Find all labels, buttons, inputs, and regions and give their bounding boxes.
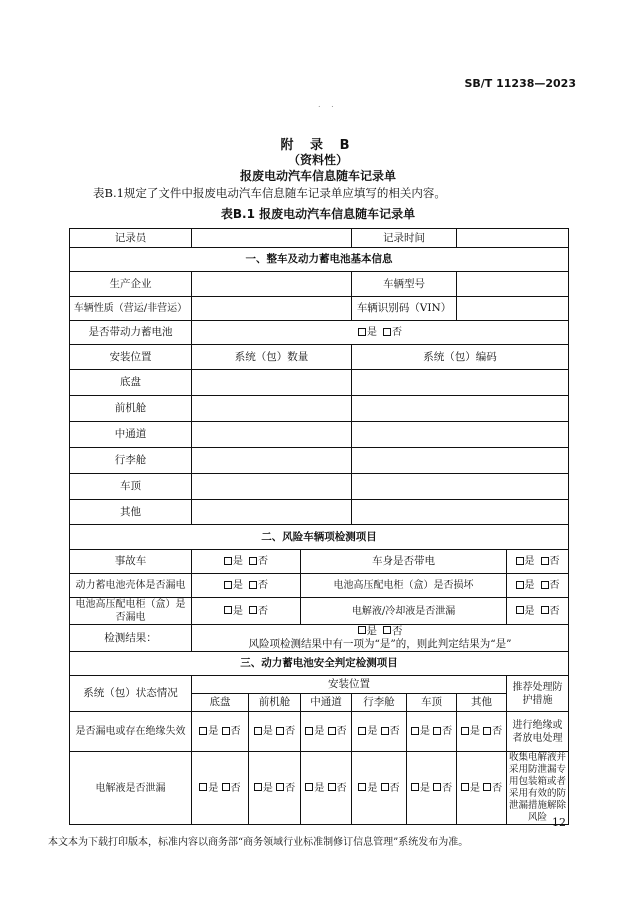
electrolyte-leak-label: 电解液是否泄漏 — [70, 752, 192, 825]
checkbox-icon[interactable] — [383, 328, 391, 336]
checkbox-icon[interactable] — [541, 557, 549, 565]
hv-box-damaged-label: 电池高压配电柜（盒）是否损坏 — [301, 574, 507, 598]
checkbox-icon[interactable] — [199, 727, 207, 735]
checkbox-icon[interactable] — [483, 727, 491, 735]
electrolyte-options[interactable]: 是 否 — [457, 752, 507, 825]
checkbox-icon[interactable] — [276, 783, 284, 791]
annex-title: 附 录 B — [280, 138, 356, 153]
checkbox-icon[interactable] — [461, 783, 469, 791]
pack-code-cell[interactable] — [352, 422, 569, 448]
checkbox-icon[interactable] — [222, 783, 230, 791]
coolant-leak-options[interactable]: 是 否 — [507, 598, 569, 625]
page-number: 12 — [552, 816, 566, 829]
table-row — [70, 229, 569, 248]
annex-type: （资料性） — [287, 153, 348, 167]
checkbox-icon[interactable] — [224, 557, 232, 565]
vin-label: 车辆识别码（VIN） — [352, 297, 457, 321]
table-row — [70, 500, 569, 525]
checkbox-icon[interactable] — [222, 727, 230, 735]
table-row — [70, 297, 569, 321]
model-value[interactable] — [457, 272, 569, 297]
table-row — [70, 474, 569, 500]
checkbox-icon[interactable] — [358, 328, 366, 336]
pack-count-cell[interactable] — [192, 474, 352, 500]
electrolyte-options[interactable]: 是 否 — [352, 752, 407, 825]
table-row — [70, 625, 569, 652]
pack-code-cell[interactable] — [352, 370, 569, 396]
checkbox-icon[interactable] — [254, 727, 262, 735]
checkbox-icon[interactable] — [483, 783, 491, 791]
checkbox-icon[interactable] — [411, 783, 419, 791]
position-label: 车顶 — [70, 474, 192, 500]
shell-leak-label: 动力蓄电池壳体是否漏电 — [70, 574, 192, 598]
checkbox-icon[interactable] — [224, 606, 232, 614]
position-label: 底盘 — [70, 370, 192, 396]
record-time-value[interactable] — [457, 229, 569, 248]
checkbox-icon[interactable] — [249, 581, 257, 589]
pack-code-cell[interactable] — [352, 396, 569, 422]
recorder-value[interactable] — [192, 229, 352, 248]
checkbox-icon[interactable] — [433, 783, 441, 791]
table-row — [70, 550, 569, 574]
result-options[interactable]: 是 否 — [194, 625, 566, 638]
recorder-label: 记录员 — [70, 229, 192, 248]
hv-box-damaged-options[interactable]: 是 否 — [507, 574, 569, 598]
checkbox-icon[interactable] — [254, 783, 262, 791]
checkbox-icon[interactable] — [433, 727, 441, 735]
column-header: 前机舱 — [249, 694, 301, 712]
checkbox-icon[interactable] — [224, 581, 232, 589]
position-label: 行李舱 — [70, 448, 192, 474]
table-row — [70, 652, 569, 676]
accident-label: 事故车 — [70, 550, 192, 574]
checkbox-icon[interactable] — [461, 727, 469, 735]
checkbox-icon[interactable] — [305, 727, 313, 735]
table-row — [70, 370, 569, 396]
leak-options[interactable]: 是 否 — [352, 712, 407, 752]
pack-code-cell[interactable] — [352, 474, 569, 500]
section-1-heading: 一、整车及动力蓄电池基本信息 — [70, 248, 569, 272]
pack-code-cell[interactable] — [352, 500, 569, 525]
checkbox-icon[interactable] — [541, 606, 549, 614]
pack-count-cell[interactable] — [192, 370, 352, 396]
electrolyte-options[interactable]: 是 否 — [192, 752, 249, 825]
record-table — [69, 228, 569, 825]
install-position-header: 安装位置 — [70, 345, 192, 370]
electrolyte-measure: 收集电解液并采用防泄漏专用包装箱或者采用有效的防泄漏措施解除风险 — [507, 752, 569, 825]
shell-leak-options[interactable]: 是 否 — [192, 574, 301, 598]
position-label: 前机舱 — [70, 396, 192, 422]
leak-options[interactable]: 是 否 — [192, 712, 249, 752]
table-row — [70, 272, 569, 297]
install-group-header: 安装位置 — [192, 676, 507, 694]
table-row — [70, 598, 569, 625]
measure-header: 推荐处理防护措施 — [507, 676, 569, 712]
result-rule: 风险项检测结果中有一项为“是”的，则此判定结果为“是” — [248, 638, 512, 650]
table-row — [70, 422, 569, 448]
record-time-label: 记录时间 — [352, 229, 457, 248]
section-3-heading: 三、动力蓄电池安全判定检测项目 — [70, 652, 569, 676]
checkbox-icon[interactable] — [411, 727, 419, 735]
leak-options[interactable]: 是 否 — [249, 712, 301, 752]
table-row — [70, 712, 569, 752]
has-battery-label: 是否带动力蓄电池 — [70, 321, 192, 345]
checkbox-icon[interactable] — [516, 557, 524, 565]
electrolyte-options[interactable]: 是 否 — [407, 752, 457, 825]
checkbox-icon[interactable] — [249, 606, 257, 614]
nature-label: 车辆性质（营运/非营运） — [70, 297, 192, 321]
nature-value[interactable] — [192, 297, 352, 321]
checkbox-icon[interactable] — [516, 581, 524, 589]
checkbox-icon[interactable] — [358, 727, 366, 735]
pack-count-cell[interactable] — [192, 396, 352, 422]
table-row — [70, 396, 569, 422]
checkbox-icon[interactable] — [541, 581, 549, 589]
table-row — [70, 448, 569, 474]
leak-measure: 进行绝缘或者放电处理 — [507, 712, 569, 752]
hv-box-leak-label: 电池高压配电柜（盒）是否漏电 — [70, 598, 192, 625]
position-label: 其他 — [70, 500, 192, 525]
column-header: 中通道 — [301, 694, 352, 712]
pack-code-cell[interactable] — [352, 448, 569, 474]
pack-count-header: 系统（包）数量 — [192, 345, 352, 370]
checkbox-icon[interactable] — [199, 783, 207, 791]
pack-count-cell[interactable] — [192, 422, 352, 448]
table-row — [70, 752, 569, 825]
checkbox-icon[interactable] — [358, 626, 366, 634]
manufacturer-value[interactable] — [192, 272, 352, 297]
leak-insulation-label: 是否漏电或存在绝缘失效 — [70, 712, 192, 752]
body-charged-label: 车身是否带电 — [301, 550, 507, 574]
table-row — [70, 248, 569, 272]
checkbox-icon[interactable] — [383, 626, 391, 634]
result-cell[interactable] — [192, 625, 569, 652]
vin-value[interactable] — [457, 297, 569, 321]
table-row — [70, 345, 569, 370]
leak-options[interactable]: 是 否 — [407, 712, 457, 752]
status-label: 系统（包）状态情况 — [70, 676, 192, 712]
position-label: 中通道 — [70, 422, 192, 448]
checkbox-icon[interactable] — [305, 783, 313, 791]
electrolyte-options[interactable]: 是 否 — [249, 752, 301, 825]
annex-name: 报废电动汽车信息随车记录单 — [239, 169, 396, 183]
coolant-leak-label: 电解液/冷却液是否泄漏 — [301, 598, 507, 625]
intro-paragraph: 表B.1规定了文件中报废电动汽车信息随车记录单应填写的相关内容。 — [93, 186, 446, 200]
table-title: 表B.1 报废电动汽车信息随车记录单 — [220, 207, 416, 221]
has-battery-options[interactable]: 是 否 — [192, 321, 569, 345]
checkbox-icon[interactable] — [249, 557, 257, 565]
accident-options[interactable]: 是 否 — [192, 550, 301, 574]
section-2-heading: 二、风险车辆项检测项目 — [70, 525, 569, 550]
leak-options[interactable]: 是 否 — [301, 712, 352, 752]
body-charged-options[interactable]: 是 否 — [507, 550, 569, 574]
standard-code: SB/T 11238—2023 — [464, 77, 576, 90]
column-header: 底盘 — [192, 694, 249, 712]
checkbox-icon[interactable] — [276, 727, 284, 735]
checkbox-icon[interactable] — [358, 783, 366, 791]
pack-code-header: 系统（包）编码 — [352, 345, 569, 370]
checkbox-icon[interactable] — [381, 783, 389, 791]
column-header: 车顶 — [407, 694, 457, 712]
table-row — [70, 574, 569, 598]
pack-count-cell[interactable] — [192, 500, 352, 525]
model-label: 车辆型号 — [352, 272, 457, 297]
table-row — [70, 321, 569, 345]
column-header: 其他 — [457, 694, 507, 712]
checkbox-icon[interactable] — [516, 606, 524, 614]
pack-count-cell[interactable] — [192, 448, 352, 474]
checkbox-icon[interactable] — [328, 783, 336, 791]
electrolyte-options[interactable]: 是 否 — [301, 752, 352, 825]
hv-box-leak-options[interactable]: 是 否 — [192, 598, 301, 625]
result-label: 检测结果： — [70, 625, 192, 652]
checkbox-icon[interactable] — [381, 727, 389, 735]
footer-notice: 本文本为下载打印版本，标准内容以商务部“商务领域行业标准制修订信息管理”系统发布为准。 — [48, 837, 469, 848]
table-row — [70, 676, 569, 694]
manufacturer-label: 生产企业 — [70, 272, 192, 297]
checkbox-icon[interactable] — [328, 727, 336, 735]
column-header: 行李舱 — [352, 694, 407, 712]
decorative-dots: . . — [318, 100, 338, 109]
leak-options[interactable]: 是 否 — [457, 712, 507, 752]
table-row — [70, 525, 569, 550]
